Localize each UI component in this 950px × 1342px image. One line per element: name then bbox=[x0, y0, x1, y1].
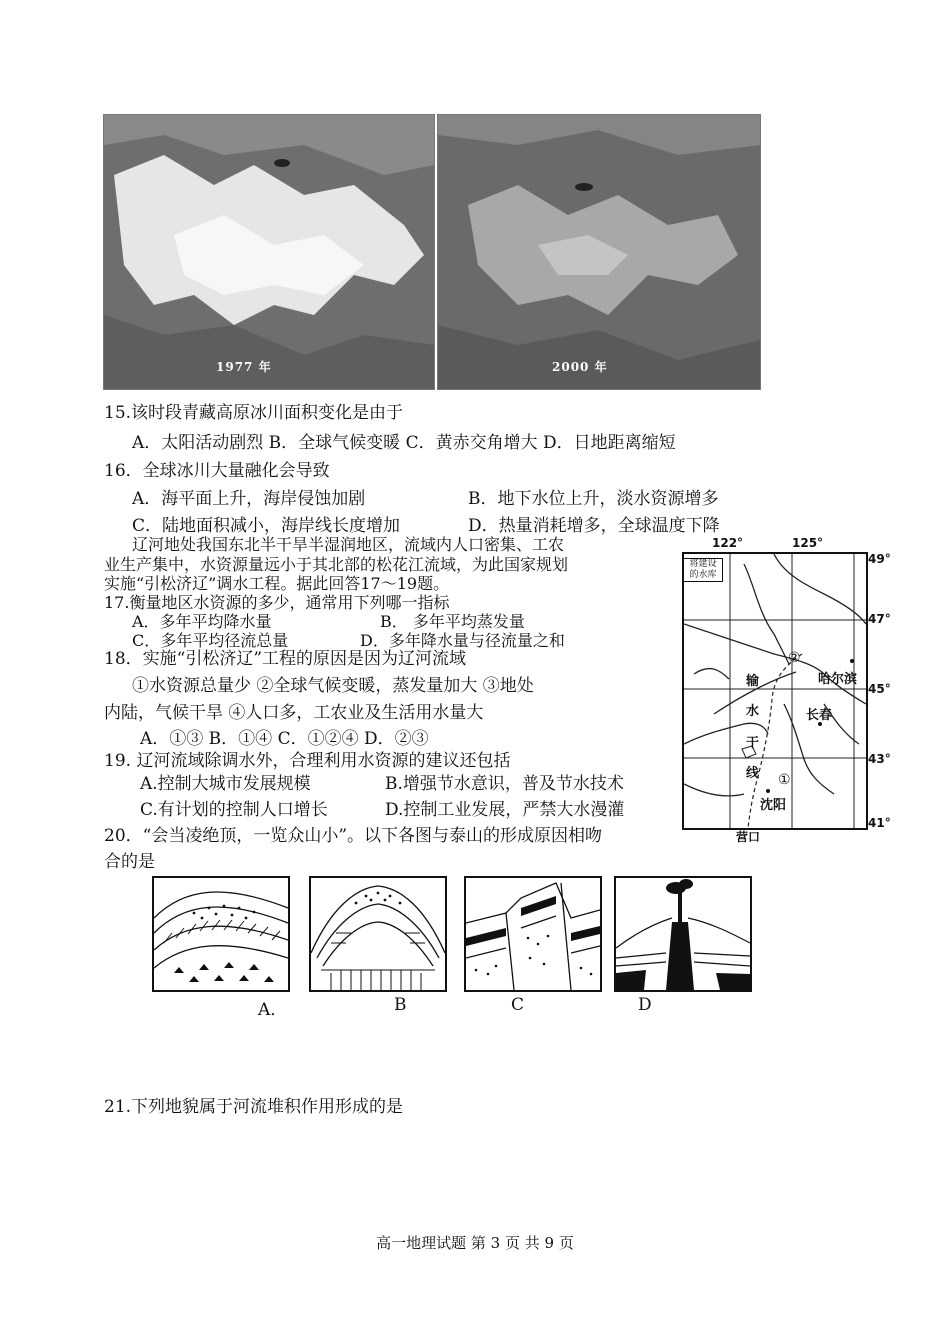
page-footer: 高一地理试题 第 3 页 共 9 页 bbox=[376, 1234, 574, 1252]
glacier-photo-1977 bbox=[103, 114, 435, 390]
photo-year-left: 1977 年 bbox=[216, 360, 272, 374]
intro-line-1: 辽河地处我国东北半干旱半湿润地区，流域内人口密集、工农 bbox=[132, 535, 565, 554]
q17-option-d: D．多年降水量与径流量之和 bbox=[360, 631, 565, 650]
q19-option-c: C.有计划的控制人口增长 bbox=[140, 800, 328, 820]
map-canal-char-4: 线 bbox=[746, 766, 760, 781]
map-marker-2: ② bbox=[788, 650, 801, 666]
map-label-shenyang: 沈阳 bbox=[760, 798, 787, 813]
map-label-changchun: 长春 bbox=[806, 708, 833, 723]
q16-option-a: A．海平面上升，海岸侵蚀加剧 bbox=[132, 489, 366, 509]
q20-figure-a bbox=[152, 876, 290, 992]
photo-year-right: 2000 年 bbox=[552, 360, 608, 374]
map-marker-1: ① bbox=[778, 772, 791, 788]
reservoir-line-2: 的水库 bbox=[689, 570, 717, 580]
map-canal-char-2: 水 bbox=[746, 704, 760, 719]
map-lat-41: 41° bbox=[868, 816, 891, 830]
q19-stem: 19. 辽河流域除调水外，合理利用水资源的建议还包括 bbox=[104, 751, 511, 771]
q20-label-d: D bbox=[638, 995, 652, 1015]
map-label-yingkou: 营口 bbox=[736, 830, 761, 844]
map-lon-125: 125° bbox=[792, 536, 824, 550]
q18-line-1: ①水资源总量少 ②全球气候变暖，蒸发量加大 ③地处 bbox=[132, 676, 534, 696]
q16-option-b: B．地下水位上升，淡水资源增多 bbox=[468, 489, 719, 509]
q20-stem-line-1: 20．“会当凌绝顶，一览众山小”。以下各图与泰山的形成原因相吻 bbox=[104, 826, 603, 846]
map-canal-char-3: 干 bbox=[746, 736, 760, 751]
q18-stem: 18．实施“引松济辽”工程的原因是因为辽河流域 bbox=[104, 649, 467, 669]
q20-figure-d bbox=[614, 876, 752, 992]
map-label-harbin: 哈尔滨 bbox=[818, 672, 858, 687]
map-lon-122: 122° bbox=[712, 536, 744, 550]
reservoir-line-1: 将建设 bbox=[689, 559, 717, 569]
q16-option-d: D．热量消耗增多，全球温度下降 bbox=[468, 516, 720, 536]
q20-label-c: C bbox=[511, 995, 525, 1015]
q17-option-a: A．多年平均降水量 bbox=[132, 612, 272, 631]
intro-line-3: 实施“引松济辽”调水工程。据此回答17～19题。 bbox=[104, 574, 450, 593]
intro-line-2: 业生产集中，水资源量远小于其北部的松花江流域，为此国家规划 bbox=[104, 555, 569, 574]
q15-options: A．太阳活动剧烈 B．全球气候变暖 C．黄赤交角增大 D．日地距离缩短 bbox=[132, 433, 676, 453]
q19-option-a: A.控制大城市发展规模 bbox=[140, 774, 311, 794]
q18-options: A．①③ B．①④ C．①②④ D．②③ bbox=[140, 729, 429, 749]
map-lat-47: 47° bbox=[868, 612, 891, 626]
q20-figure-b bbox=[309, 876, 447, 992]
q21-stem: 21.下列地貌属于河流堆积作用形成的是 bbox=[104, 1097, 404, 1117]
map-legend-reservoir bbox=[683, 558, 723, 582]
q18-line-2: 内陆，气候干旱 ④人口多，工农业及生活用水量大 bbox=[104, 703, 484, 723]
q19-option-b: B.增强节水意识，普及节水技术 bbox=[385, 774, 624, 794]
map-canal-char-1: 输 bbox=[746, 674, 760, 689]
q20-stem-line-2: 合的是 bbox=[104, 852, 155, 872]
q20-figure-c bbox=[464, 876, 602, 992]
q19-option-d: D.控制工业发展，严禁大水漫灌 bbox=[385, 800, 625, 820]
glacier-photo-2000 bbox=[437, 114, 761, 390]
q17-option-c: C．多年平均径流总量 bbox=[132, 631, 289, 650]
map-lat-49: 49° bbox=[868, 552, 891, 566]
q17-option-b: B． 多年平均蒸发量 bbox=[380, 612, 525, 631]
q16-stem: 16．全球冰川大量融化会导致 bbox=[104, 461, 330, 481]
liaohe-map bbox=[682, 536, 891, 844]
q20-label-a: A． bbox=[258, 1000, 288, 1020]
q17-stem: 17.衡量地区水资源的多少，通常用下列哪一指标 bbox=[104, 593, 450, 612]
q15-stem: 15.该时段青藏高原冰川面积变化是由于 bbox=[104, 403, 404, 423]
map-lat-45: 45° bbox=[868, 682, 891, 696]
map-lat-43: 43° bbox=[868, 752, 891, 766]
q16-option-c: C．陆地面积减小，海岸线长度增加 bbox=[132, 516, 401, 536]
q20-label-b: B bbox=[394, 995, 407, 1015]
